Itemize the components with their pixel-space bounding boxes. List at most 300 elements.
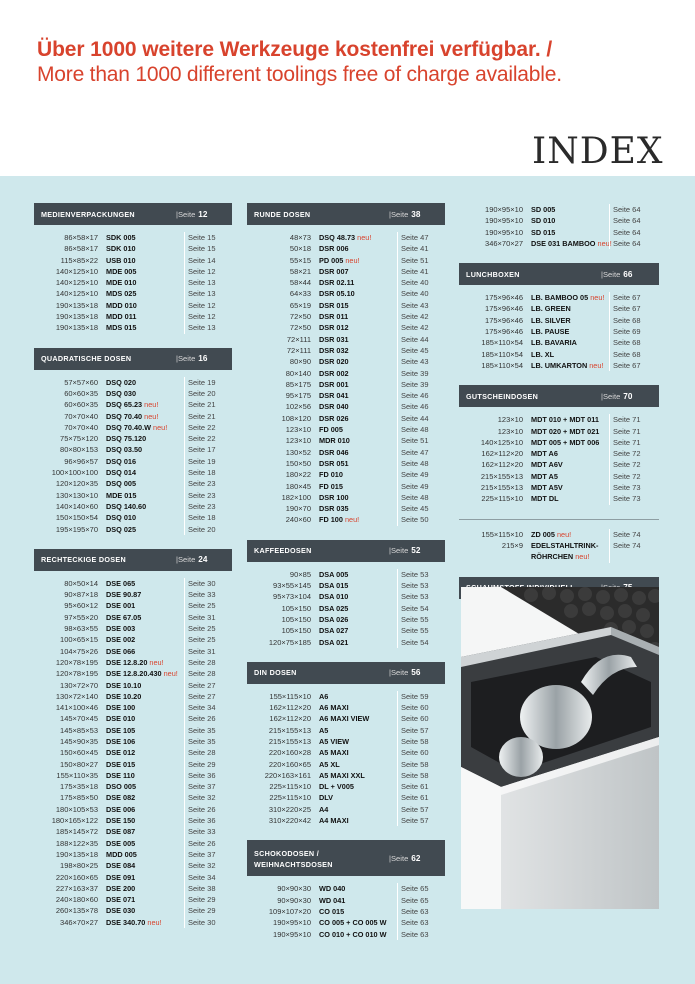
page-reference: Seite 64 — [609, 215, 641, 226]
page-word: Seite — [390, 853, 409, 863]
page-reference: Seite 55 — [397, 625, 429, 636]
index-row — [247, 569, 445, 580]
page-reference: Seite 53 — [397, 580, 429, 591]
dimensions: 175×96×46 — [485, 293, 523, 303]
product-code-text: MDS 025 — [106, 289, 137, 299]
page-reference: Seite 47 — [397, 447, 429, 458]
index-section — [459, 204, 659, 249]
dimensions: 220×160×65 — [268, 759, 311, 769]
page-reference: Seite 57 — [397, 815, 429, 826]
product-code — [319, 929, 387, 940]
dimensions: 215×155×13 — [480, 471, 523, 481]
section-page-ref — [176, 348, 207, 370]
page-word: Seite — [602, 391, 621, 401]
index-row — [247, 895, 445, 906]
dimensions: 215×155×13 — [268, 725, 311, 735]
product-code-text: MDD 010 — [106, 300, 137, 310]
product-code — [531, 204, 555, 215]
product-code — [106, 781, 136, 792]
product-code-text: CO 010 + CO 010 W — [319, 929, 387, 939]
product-code-text: DSR 015 — [319, 300, 349, 310]
product-code-text: DSR 026 — [319, 413, 349, 423]
page-divider: | — [389, 668, 391, 678]
product-code — [531, 414, 599, 425]
index-row — [34, 411, 232, 422]
page-reference: Seite 37 — [184, 849, 216, 860]
page-reference: Seite 48 — [397, 458, 429, 469]
product-code — [319, 424, 343, 435]
index-row — [247, 322, 445, 333]
index-row — [247, 255, 445, 266]
dimensions: 86×58×17 — [64, 244, 98, 254]
section-title: KAFFEEDOSEN — [254, 546, 312, 556]
product-code — [531, 551, 589, 562]
new-badge: neu! — [589, 360, 604, 370]
new-badge: neu! — [597, 238, 612, 248]
new-badge: neu! — [344, 515, 360, 525]
index-row — [247, 603, 445, 614]
page-reference: Seite 42 — [397, 322, 429, 333]
dimensions: 185×145×72 — [55, 827, 98, 837]
page-reference: Seite 67 — [609, 303, 641, 314]
dimensions: 220×163×161 — [264, 770, 311, 780]
dimensions: 175×96×46 — [485, 327, 523, 337]
product-code — [106, 691, 141, 702]
page-reference: Seite 43 — [397, 300, 429, 311]
page-reference: Seite 30 — [184, 578, 216, 589]
product-code — [319, 300, 349, 311]
dimensions: 180×45 — [285, 481, 311, 491]
header-area — [0, 0, 695, 176]
index-row — [247, 481, 445, 492]
dimensions: 310×220×25 — [268, 804, 311, 814]
product-code — [531, 337, 577, 348]
product-code — [531, 215, 555, 226]
product-code — [531, 471, 558, 482]
product-code — [319, 580, 348, 591]
page-reference: Seite 43 — [397, 356, 429, 367]
dimensions: 180×165×122 — [51, 816, 98, 826]
product-code-text: DSR 007 — [319, 266, 349, 276]
index-column-2 — [247, 203, 445, 954]
product-code — [319, 243, 349, 254]
dimensions: 182×100 — [281, 492, 311, 502]
page-reference: Seite 21 — [184, 399, 216, 410]
index-row — [247, 266, 445, 277]
product-code — [106, 422, 167, 433]
index-row — [34, 634, 232, 645]
index-row — [247, 781, 445, 792]
dimensions: 145×90×35 — [60, 736, 98, 746]
index-row — [34, 905, 232, 916]
product-code-text: LB. SILVER — [531, 315, 571, 325]
page-reference: Seite 46 — [397, 390, 429, 401]
product-code-text: DSR 040 — [319, 402, 349, 412]
product-code-text: MDT 005 + MDT 006 — [531, 437, 600, 447]
page-word: Seite — [177, 354, 196, 364]
index-row — [34, 917, 232, 928]
index-row — [247, 929, 445, 940]
product-code — [319, 614, 348, 625]
page-word: Seite — [390, 546, 409, 556]
dimensions: 145×85×53 — [60, 725, 98, 735]
product-code-text: DSE 091 — [106, 872, 136, 882]
page-reference: Seite 27 — [184, 691, 216, 702]
dimensions: 150×60×45 — [60, 748, 98, 758]
page-reference: Seite 74 — [609, 540, 641, 551]
index-row — [34, 747, 232, 758]
page-reference: Seite 51 — [397, 435, 429, 446]
dimensions: 70×70×40 — [64, 422, 98, 432]
new-badge: neu! — [163, 669, 178, 679]
product-code — [531, 482, 563, 493]
product-code-text: DSA 021 — [319, 637, 349, 647]
index-row — [247, 883, 445, 894]
page-reference: Seite 73 — [609, 493, 641, 504]
dimensions: 240×180×60 — [55, 895, 98, 905]
page-reference: Seite 69 — [609, 326, 641, 337]
dimensions: 90×90×30 — [277, 884, 311, 894]
dimensions: 185×110×54 — [481, 360, 523, 370]
index-row — [247, 413, 445, 424]
index-row — [247, 379, 445, 390]
product-code — [106, 815, 135, 826]
dimensions: 104×75×26 — [60, 646, 98, 656]
index-row — [459, 360, 659, 371]
index-row — [34, 578, 232, 589]
dimensions: 225×115×10 — [269, 782, 311, 792]
page-reference: Seite 34 — [184, 872, 216, 883]
product-code — [319, 458, 349, 469]
page-reference: Seite 33 — [184, 826, 216, 837]
dimensions: 70×70×40 — [64, 411, 98, 421]
page-reference: Seite 20 — [184, 388, 216, 399]
page-reference: Seite 45 — [397, 345, 429, 356]
index-row — [247, 591, 445, 602]
product-code-text: MDT A6V — [531, 460, 563, 470]
product-code-text: USB 010 — [106, 255, 136, 265]
dimensions: 190×95×10 — [273, 929, 311, 939]
page-reference: Seite 57 — [397, 804, 429, 815]
product-code-text: MDT 010 + MDT 011 — [531, 415, 599, 425]
index-row — [247, 614, 445, 625]
index-row — [459, 326, 659, 337]
index-row — [247, 356, 445, 367]
page-reference: Seite 33 — [184, 589, 216, 600]
page-number: 52 — [411, 546, 421, 556]
index-row — [34, 232, 232, 243]
section-title: LUNCHBOXEN — [466, 269, 520, 279]
index-row — [34, 399, 232, 410]
product-code — [319, 637, 348, 648]
product-code — [106, 838, 135, 849]
product-code-text: FD 015 — [319, 481, 343, 491]
dimensions: 98×63×55 — [64, 624, 98, 634]
dimensions: 175×96×46 — [485, 315, 523, 325]
dimensions: 90×90×30 — [277, 895, 311, 905]
page-reference: Seite 68 — [609, 337, 641, 348]
product-code-text: DSE 001 — [106, 601, 136, 611]
page-reference: Seite 51 — [397, 255, 429, 266]
index-row — [34, 781, 232, 792]
index-row — [34, 691, 232, 702]
page-reference: Seite 64 — [609, 227, 641, 238]
page-reference: Seite 32 — [184, 860, 216, 871]
index-row — [459, 493, 659, 504]
product-code — [106, 524, 136, 535]
dimensions: 175×85×50 — [60, 793, 98, 803]
headline-english: More than 1000 different toolings free of charge available. — [37, 63, 562, 86]
dimensions: 108×120 — [281, 413, 311, 423]
page-number: 66 — [623, 269, 633, 279]
page-reference: Seite 57 — [397, 725, 429, 736]
dimensions: 185×110×54 — [481, 338, 523, 348]
page-divider: | — [176, 555, 178, 565]
dimensions: 120×78×195 — [55, 657, 98, 667]
product-code — [319, 906, 344, 917]
product-code-text: DSE 200 — [106, 883, 136, 893]
product-code — [319, 792, 333, 803]
index-column-1 — [34, 203, 232, 942]
product-code-text: EDELSTAHLTRINK- — [531, 540, 599, 550]
index-row — [34, 702, 232, 713]
dimensions: 215×9 — [501, 540, 523, 550]
index-section — [459, 385, 659, 504]
index-row — [34, 377, 232, 388]
dimensions: 260×135×78 — [55, 906, 98, 916]
index-row — [34, 501, 232, 512]
product-code-text: LB. PAUSE — [531, 327, 570, 337]
product-code — [319, 277, 354, 288]
dimensions: 86×58×17 — [64, 233, 98, 242]
section-title: RECHTECKIGE DOSEN — [41, 555, 126, 565]
product-code-text: DSQ 016 — [106, 456, 137, 466]
page-reference: Seite 29 — [184, 894, 216, 905]
index-row — [247, 435, 445, 446]
index-row — [459, 215, 659, 226]
product-code — [106, 433, 146, 444]
product-code-text: WD 040 — [319, 884, 346, 894]
index-row — [34, 311, 232, 322]
page-word: Seite — [177, 209, 196, 219]
page-reference: Seite 18 — [184, 512, 216, 523]
page-reference: Seite 49 — [397, 481, 429, 492]
product-code-text: LB. BAMBOO 05 — [531, 293, 589, 303]
section-header — [247, 662, 445, 684]
page-divider: | — [389, 209, 391, 219]
page-reference: Seite 31 — [184, 646, 216, 657]
index-section — [247, 840, 445, 939]
product-code-text: DSR 100 — [319, 492, 349, 502]
dimensions: 60×60×35 — [64, 388, 98, 398]
page-reference: Seite 64 — [609, 204, 641, 215]
product-code-text: A5 — [319, 725, 329, 735]
dimensions: 90×87×18 — [64, 590, 98, 600]
product-code-text: FD 100 — [319, 515, 343, 525]
index-section — [247, 540, 445, 648]
page-number: 16 — [198, 354, 208, 364]
dimensions: 60×60×35 — [64, 400, 98, 410]
product-code — [319, 481, 343, 492]
page-reference: Seite 74 — [609, 529, 641, 540]
page-reference: Seite 41 — [397, 266, 429, 277]
index-row — [247, 917, 445, 928]
product-code — [106, 232, 136, 243]
dimensions: 215×155×13 — [268, 736, 311, 746]
index-row — [247, 401, 445, 412]
product-code-text: A6 — [319, 691, 329, 701]
product-code-text: A4 — [319, 804, 329, 814]
product-code-text: DSR 041 — [319, 391, 349, 401]
index-row — [34, 589, 232, 600]
product-code — [319, 413, 349, 424]
product-code-text: DLV — [319, 793, 334, 803]
index-row — [247, 580, 445, 591]
product-code — [319, 255, 360, 266]
index-row — [34, 725, 232, 736]
product-code-text: DSE 006 — [106, 804, 136, 814]
page-reference: Seite 72 — [609, 448, 641, 459]
product-code-text: DSE 110 — [106, 770, 135, 780]
page-reference: Seite 13 — [184, 322, 216, 333]
product-code-text: DSA 026 — [319, 614, 349, 624]
product-code — [531, 459, 563, 470]
product-code — [106, 917, 162, 928]
index-row — [247, 447, 445, 458]
section-title: RUNDE DOSEN — [254, 209, 311, 219]
page-reference: Seite 13 — [184, 288, 216, 299]
section-header — [34, 348, 232, 370]
page-reference: Seite 26 — [184, 838, 216, 849]
page-reference: Seite 39 — [397, 368, 429, 379]
section-header — [34, 203, 232, 225]
dimensions: 155×115×10 — [269, 691, 311, 701]
product-code — [106, 713, 135, 724]
page-reference: Seite 19 — [184, 456, 216, 467]
index-row — [247, 492, 445, 503]
index-row — [247, 232, 445, 243]
index-row — [247, 300, 445, 311]
page-reference: Seite 27 — [184, 680, 216, 691]
page-reference: Seite 47 — [397, 232, 429, 243]
index-row — [34, 456, 232, 467]
dimensions: 65×19 — [289, 300, 311, 310]
product-code — [319, 311, 348, 322]
product-code-text: MDS 015 — [106, 323, 137, 333]
dimensions: 85×175 — [285, 379, 311, 389]
index-row — [459, 471, 659, 482]
page-reference: Seite 14 — [184, 255, 216, 266]
product-code-text: DSR 032 — [319, 345, 349, 355]
dimensions: 310×220×42 — [268, 816, 311, 826]
section-title: GUTSCHEINDOSEN — [466, 391, 539, 401]
index-row — [247, 804, 445, 815]
product-code-text: A5 MAXI — [319, 748, 349, 758]
product-code-text: CO 015 — [319, 906, 345, 916]
product-code-text: DSR 001 — [319, 379, 349, 389]
page-reference: Seite 28 — [184, 747, 216, 758]
page-number: 62 — [411, 853, 421, 863]
dimensions: 130×72×140 — [55, 691, 98, 701]
dimensions: 72×50 — [289, 312, 311, 322]
page-reference: Seite 19 — [184, 377, 216, 388]
product-code — [106, 905, 135, 916]
page-divider: | — [389, 853, 391, 863]
product-code-text: DSQ 014 — [106, 468, 137, 478]
product-code-text: DSA 005 — [319, 569, 349, 579]
index-row — [459, 482, 659, 493]
product-code-text: DSE 10.10 — [106, 680, 142, 690]
index-row — [247, 702, 445, 713]
product-code — [319, 390, 349, 401]
product-code — [106, 725, 135, 736]
page-reference: Seite 39 — [397, 379, 429, 390]
dimensions: 140×125×10 — [55, 289, 98, 299]
product-code-text: DSR 006 — [319, 244, 349, 254]
dimensions: 130×130×10 — [55, 490, 98, 500]
dimensions: 190×135×18 — [55, 849, 98, 859]
dimensions: 80×80×153 — [60, 445, 98, 455]
dimensions: 346×70×27 — [485, 238, 523, 248]
product-code-text: A6 MAXI — [319, 703, 349, 713]
page-reference: Seite 68 — [609, 349, 641, 360]
dimensions: 190×135×18 — [55, 323, 98, 333]
product-code — [531, 437, 599, 448]
product-code — [531, 303, 571, 314]
product-code-text: RÖHRCHEN — [531, 552, 574, 562]
page-reference: Seite 38 — [184, 883, 216, 894]
product-code-text: DSR 012 — [319, 323, 349, 333]
index-row — [34, 646, 232, 657]
product-code-text: DSO 005 — [106, 782, 137, 792]
new-badge: neu! — [147, 917, 162, 927]
product-code — [106, 668, 178, 679]
index-section — [247, 203, 445, 526]
product-code — [319, 503, 349, 514]
index-row — [247, 424, 445, 435]
page-reference: Seite 35 — [184, 736, 216, 747]
product-code — [531, 349, 554, 360]
dimensions: 120×75×185 — [268, 637, 311, 647]
page-reference: Seite 55 — [397, 614, 429, 625]
product-code-text: DL + V005 — [319, 782, 354, 792]
page-reference: Seite 15 — [184, 243, 216, 254]
page-reference: Seite 54 — [397, 603, 429, 614]
product-code — [319, 447, 349, 458]
page-reference: Seite 61 — [397, 781, 429, 792]
product-code — [319, 770, 365, 781]
product-code — [106, 456, 136, 467]
product-code — [106, 634, 135, 645]
page-reference: Seite 30 — [184, 917, 216, 928]
index-row — [247, 625, 445, 636]
dimensions: 190×70 — [285, 504, 311, 514]
page-reference: Seite 48 — [397, 492, 429, 503]
product-code — [319, 469, 343, 480]
index-row — [247, 736, 445, 747]
product-code-text: LB. XL — [531, 349, 555, 359]
product-code-text: MDT A6 — [531, 449, 558, 459]
product-code-text: MDD 005 — [106, 849, 137, 859]
product-code-text: DSE 031 BAMBOO — [531, 238, 596, 248]
index-row — [34, 826, 232, 837]
section-page-ref — [389, 203, 420, 225]
page-reference: Seite 26 — [184, 713, 216, 724]
section-page-ref — [176, 203, 207, 225]
dimensions: 93×55×145 — [273, 581, 311, 591]
product-code-text: DSE 12.8.20 — [106, 657, 148, 667]
page-reference: Seite 29 — [184, 759, 216, 770]
